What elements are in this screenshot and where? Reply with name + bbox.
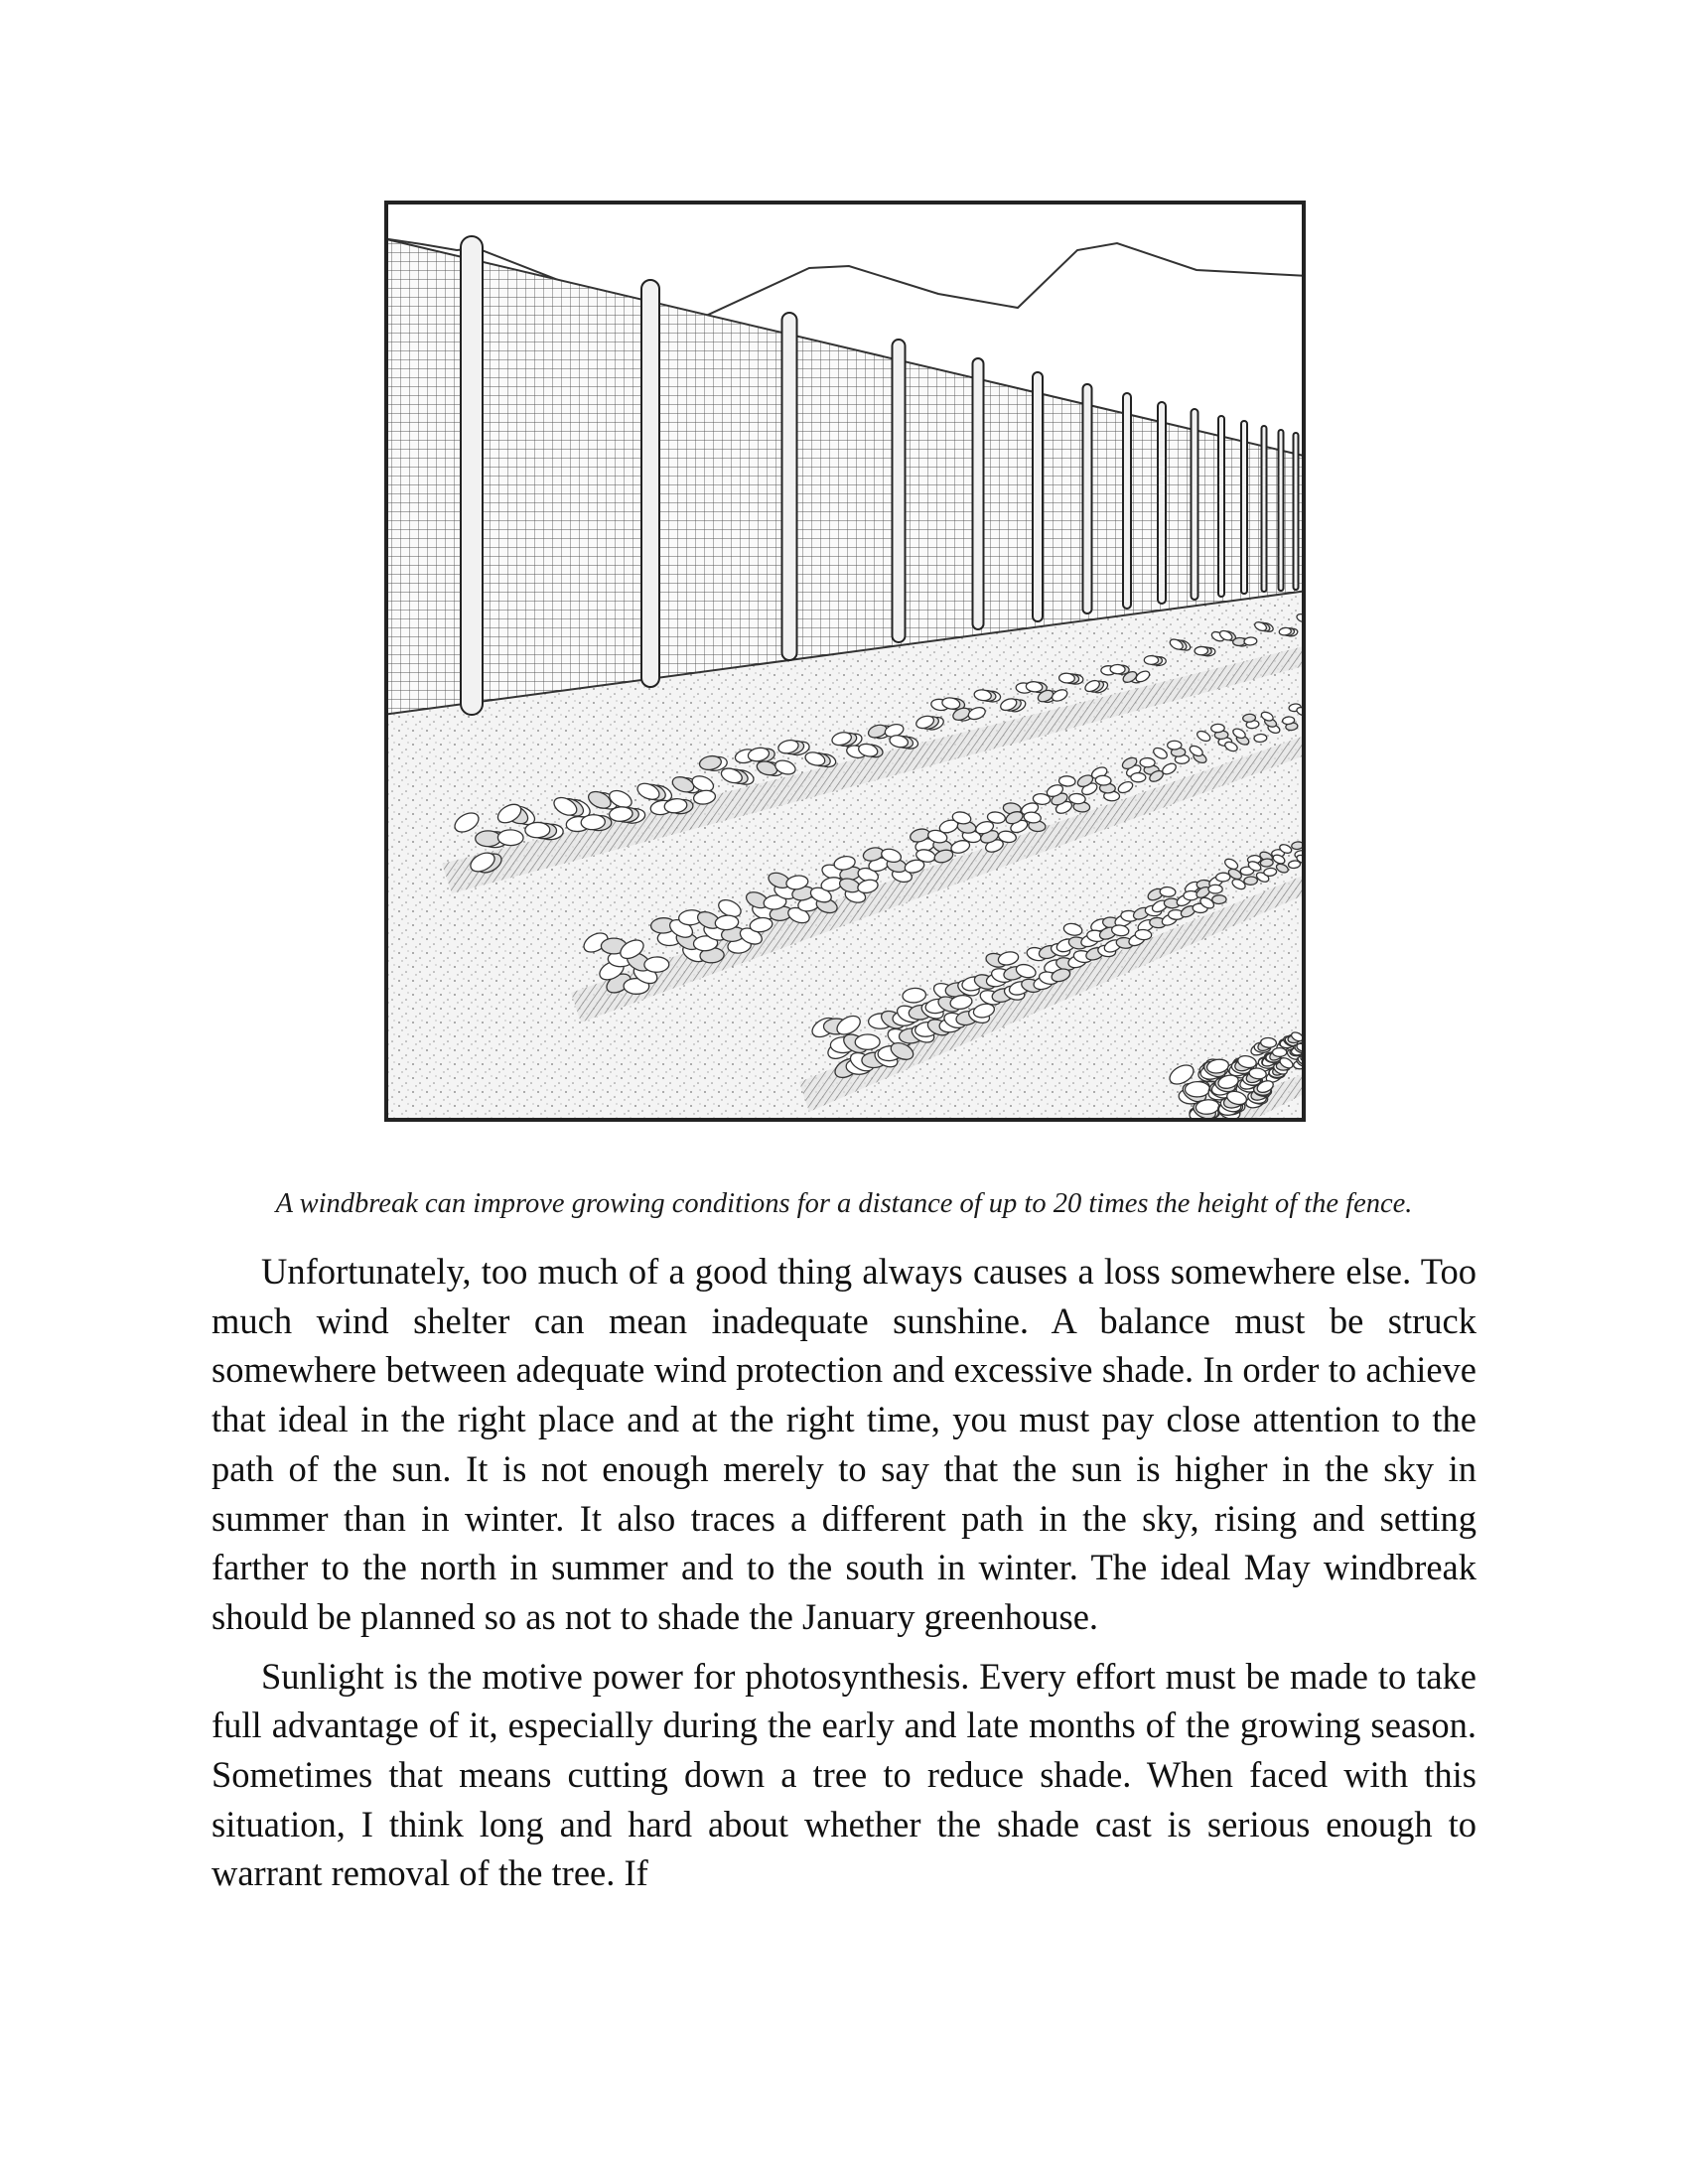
windbreak-fence-icon <box>382 199 1308 1124</box>
fence-post <box>1241 421 1247 594</box>
fence-post <box>1158 402 1166 604</box>
fence-post <box>1192 409 1198 600</box>
fence-post <box>461 236 483 715</box>
paragraph: Sunlight is the motive power for photosynthesis. Every effort must be made to take full advantage of it, especially during the early and late months of the growing season. Sometimes that means cutting down a tree to reduce shade. When faced with this situation, I think long and hard about whether the shade cast is serious enough to warrant removal of the tree. If <box>211 1655 1477 1894</box>
fence-post <box>1218 416 1224 597</box>
fence-post <box>1033 372 1043 621</box>
fence-post <box>1279 430 1284 591</box>
fence-post <box>1294 433 1299 590</box>
fence-post <box>1123 393 1131 609</box>
fence-post <box>641 280 659 687</box>
fence-post <box>1083 384 1092 614</box>
windbreak-illustration <box>382 199 1308 1124</box>
figure-caption: A windbreak can improve growing conditions for a distance of up to 20 times the height of the fence. <box>275 1188 1413 1219</box>
fence-post <box>973 358 984 629</box>
fence-post <box>782 313 797 660</box>
body-text <box>211 1247 1477 1898</box>
fence-post <box>1262 426 1267 592</box>
paragraph: Unfortunately, too much of a good thing always causes a loss somewhere else. Too much wind shelter can mean inadequate sunshine. A balance must be struck somewhere between adequate wind protection and excessive shade. In order to achieve that ideal in the right place and at the right time, you must pay close attention to the path of the sun. It is not enough merely to say that the sun is higher in the sky in summer than in winter. It also traces a different path in the sky, rising and setting farther to the north in summer and to the south in winter. The ideal May windbreak should be planned so as not to shade the January greenhouse. <box>211 1251 1477 1637</box>
fence-post <box>893 340 906 642</box>
